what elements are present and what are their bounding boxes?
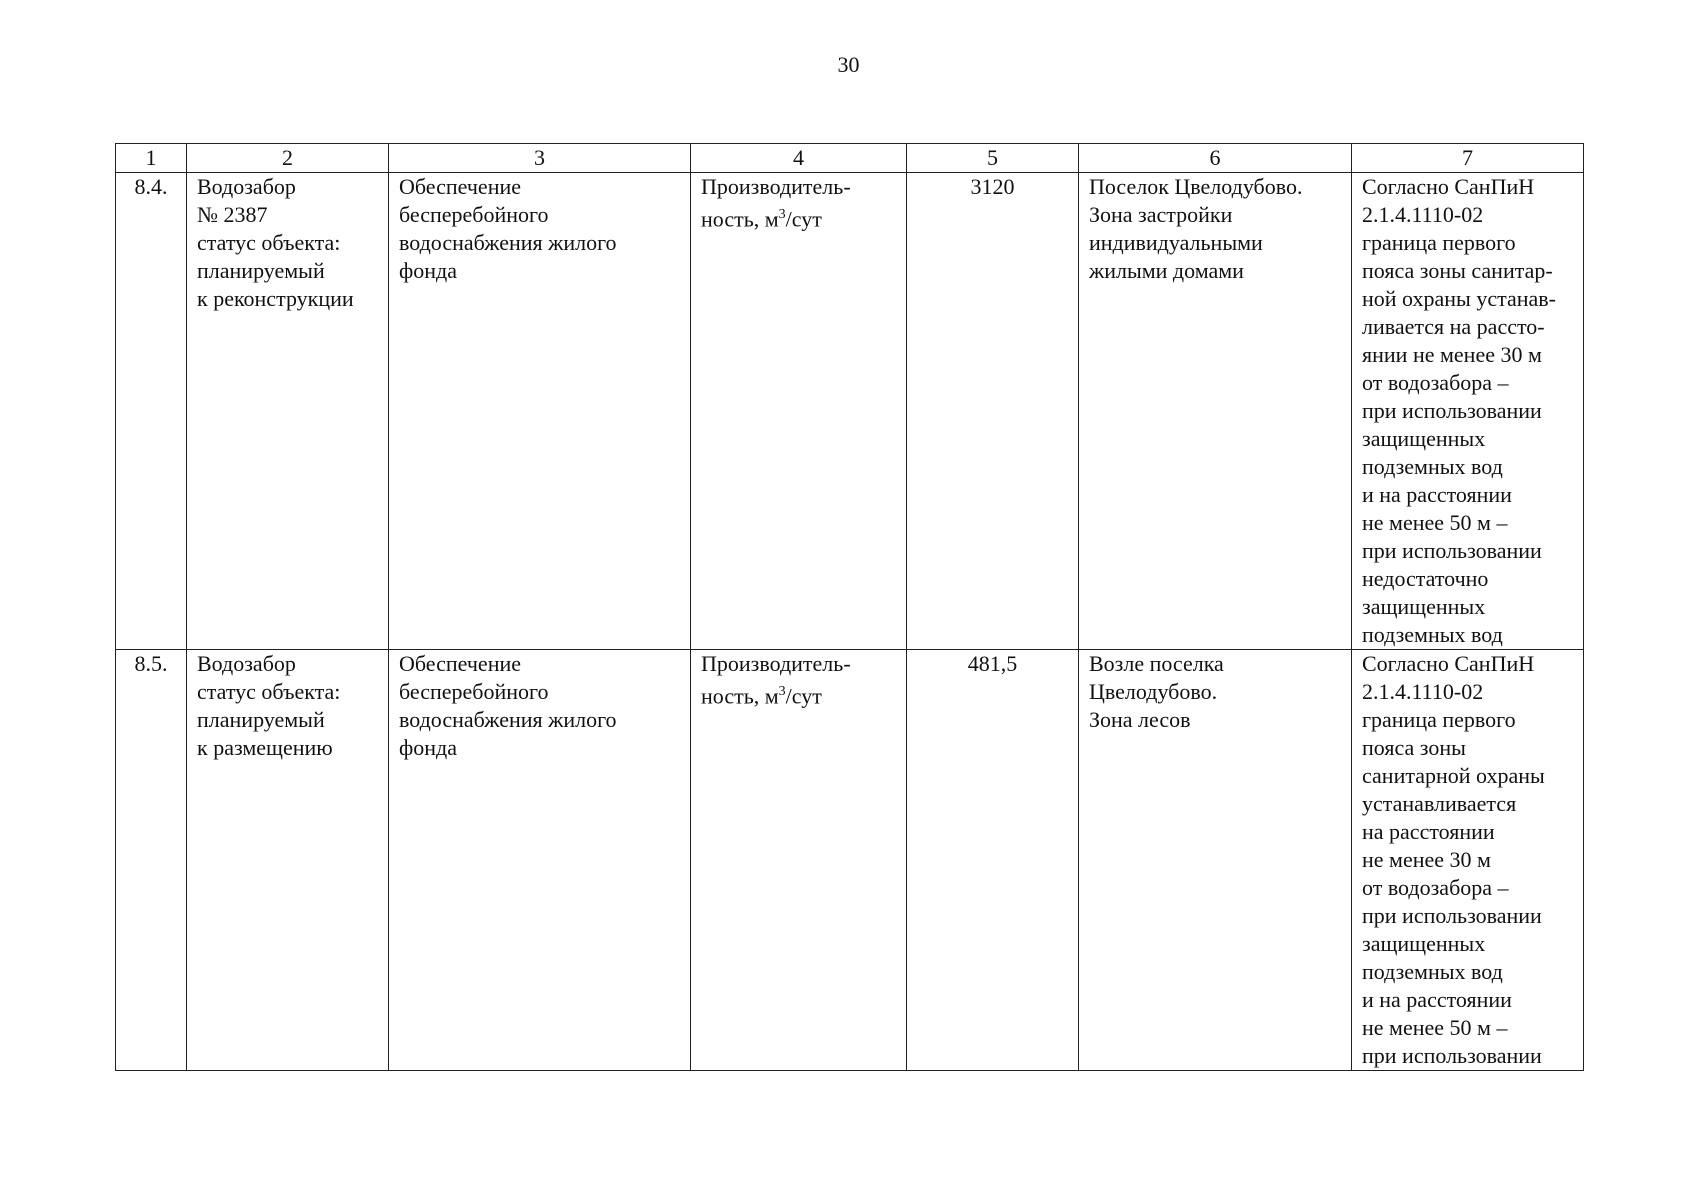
parameter-unit: /сут [785, 683, 822, 709]
parameter-text: Производитель- ность, м [701, 174, 851, 232]
parameter-value: 3120 [907, 173, 1079, 650]
row-number: 8.5. [116, 650, 187, 1071]
object-location: Поселок Цвелодубово. Зона застройки индивидуальными жилыми домами [1079, 173, 1352, 650]
table-row [116, 650, 1584, 1071]
page-number: 30 [837, 52, 860, 77]
header-col-2: 2 [187, 144, 389, 173]
table-row [116, 173, 1584, 650]
parameter-superscript: 3 [778, 207, 786, 222]
parameter-superscript: 3 [778, 684, 786, 699]
object-name: Водозабор № 2387 статус объекта: планируемый к реконструкции [187, 173, 389, 650]
object-location: Возле поселка Цвелодубово. Зона лесов [1079, 650, 1352, 1071]
header-col-3: 3 [389, 144, 691, 173]
object-name: Водозабор статус объекта: планируемый к размещению [187, 650, 389, 1071]
object-parameter [691, 650, 907, 1071]
header-col-7: 7 [1352, 144, 1584, 173]
header-col-4: 4 [691, 144, 907, 173]
object-purpose: Обеспечение бесперебойного водоснабжения жилого фонда [389, 173, 691, 650]
object-parameter [691, 173, 907, 650]
header-col-5: 5 [907, 144, 1079, 173]
header-col-6: 6 [1079, 144, 1352, 173]
object-purpose: Обеспечение бесперебойного водоснабжения жилого фонда [389, 650, 691, 1071]
header-row [116, 144, 1584, 173]
zone-description: Согласно СанПиН 2.1.4.1110-02 граница первого пояса зоны санитарной охраны устанавливается на расстоянии не менее 30 м от водозабора – при использовании защищенных подземных вод и на расстоянии не менее 50 м – при использовании [1352, 650, 1584, 1071]
objects-table [115, 143, 1584, 1071]
parameter-unit: /сут [785, 206, 822, 232]
zone-description: Согласно СанПиН 2.1.4.1110-02 граница первого пояса зоны санитар- ной охраны устанав- ливается на рассто- янии не менее 30 м от водозабора – при использовании защищенных подземных вод и на расстоянии не менее 50 м – при использовании недостаточно защищенных подземных вод [1352, 173, 1584, 650]
parameter-value: 481,5 [907, 650, 1079, 1071]
parameter-text: Производитель- ность, м [701, 651, 851, 709]
row-number: 8.4. [116, 173, 187, 650]
header-col-1: 1 [116, 144, 187, 173]
